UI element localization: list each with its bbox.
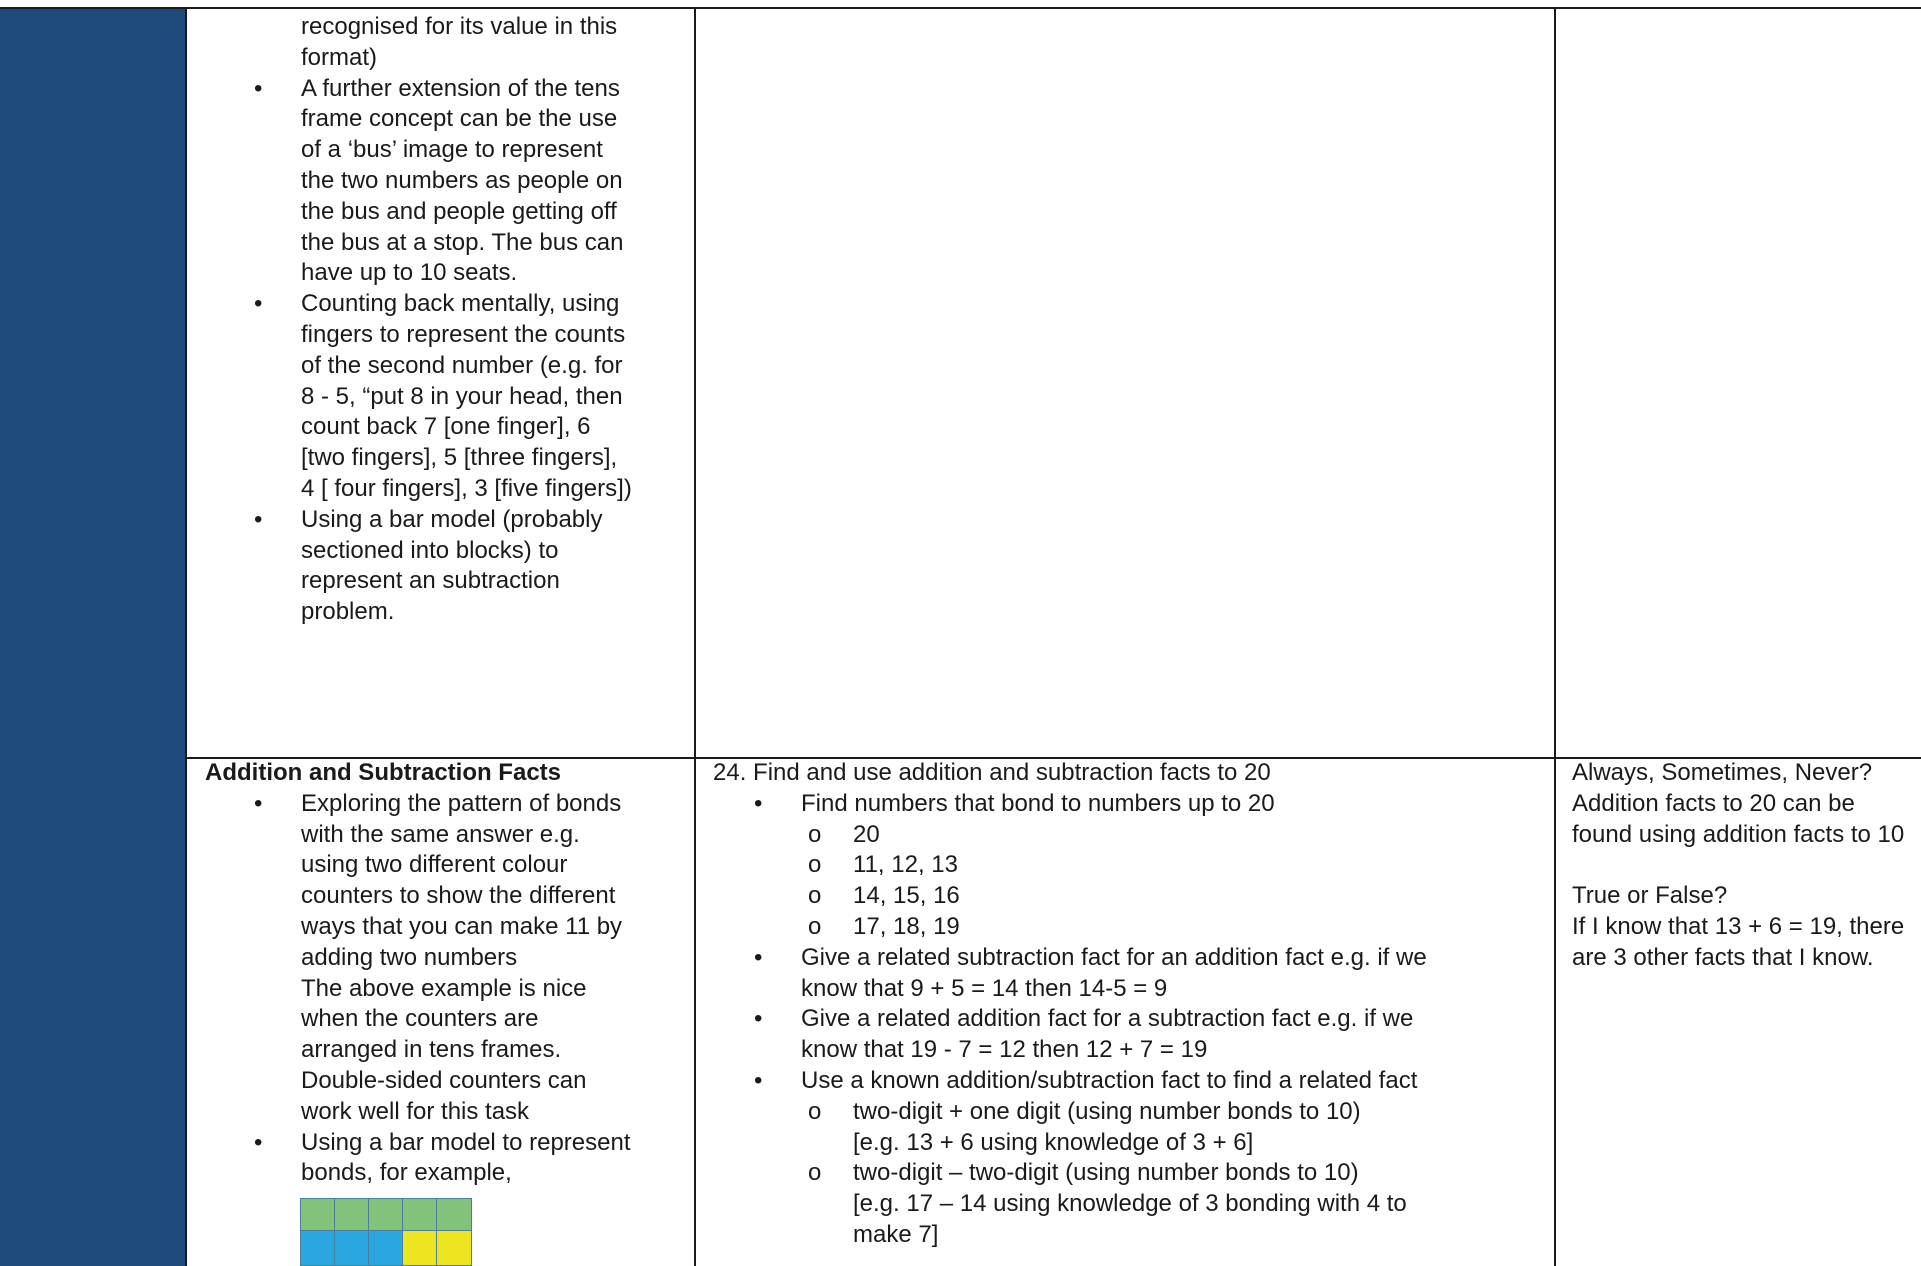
text-line: know that 19 - 7 = 12 then 12 + 7 = 19: [801, 1036, 1208, 1064]
text-line: [two fingers], 5 [three fingers],: [301, 444, 618, 472]
bullet-item: • Use a known addition/subtraction fact to find a related fact: [705, 1066, 1550, 1097]
bullet-item: • Counting back mentally, using: [205, 289, 690, 320]
reasoning-cell: [1572, 758, 1917, 974]
bullet-item: • Using a bar model to represent: [205, 1128, 690, 1159]
bar-model-block-blue: [300, 1230, 336, 1266]
bar-model-image: [300, 1198, 472, 1266]
sub-bullet-item: o 20: [705, 820, 1550, 851]
column-divider: [694, 7, 696, 1266]
text-line: using two different colour: [301, 851, 568, 879]
bullet-item: • Using a bar model (probably: [205, 505, 690, 536]
text-line: have up to 10 seats.: [301, 259, 518, 287]
bar-model-block-blue: [334, 1230, 370, 1266]
facts-strategies-cell: [205, 758, 690, 1189]
text-line: ways that you can make 11 by: [301, 912, 623, 940]
bar-model-block-green: [368, 1198, 404, 1232]
bullet-item: • Find numbers that bond to numbers up to 20: [705, 789, 1550, 820]
sub-bullet-item: o 11, 12, 13: [705, 850, 1550, 881]
text-line: work well for this task: [301, 1097, 530, 1125]
text-line: [e.g. 17 – 14 using knowledge of 3 bonding with 4 to: [853, 1190, 1407, 1218]
text-line: found using addition facts to 10: [1572, 820, 1905, 848]
text-line: know that 9 + 5 = 14 then 14-5 = 9: [801, 974, 1168, 1002]
text-line: format): [301, 43, 378, 71]
text-line: True or False?: [1572, 882, 1728, 910]
side-band: [0, 8, 185, 1266]
text-line: Double-sided counters can: [301, 1066, 587, 1094]
text-line: Always, Sometimes, Never?: [1572, 759, 1873, 786]
text-line: bonds, for example,: [301, 1159, 512, 1187]
text-line: sectioned into blocks) to: [301, 536, 559, 564]
text-line: The above example is nice: [301, 974, 587, 1002]
objective-cell: [705, 758, 1550, 1251]
text-line: counters to show the different: [301, 882, 616, 910]
bullet-item: • Give a related subtraction fact for an addition fact e.g. if we: [705, 943, 1550, 974]
text-line: with the same answer e.g.: [301, 820, 580, 848]
bullet-item: • Exploring the pattern of bonds: [205, 789, 690, 820]
bullet-item: • A further extension of the tens: [205, 74, 690, 105]
text-line: If I know that 13 + 6 = 19, there: [1572, 912, 1905, 940]
sub-bullet-item: o two-digit – two-digit (using number bonds to 10): [705, 1158, 1550, 1189]
text-line: frame concept can be the use: [301, 105, 618, 133]
text-line: adding two numbers: [301, 943, 518, 971]
text-line: the bus and people getting off: [301, 197, 617, 225]
bar-model-block-green: [334, 1198, 370, 1232]
strategies-cell-continued: [205, 12, 690, 628]
text-line: fingers to represent the counts: [301, 320, 626, 348]
sub-bullet-item: o 14, 15, 16: [705, 881, 1550, 912]
text-line: count back 7 [one finger], 6: [301, 413, 591, 441]
blank-line: [1572, 850, 1917, 881]
text-line: of the second number (e.g. for: [301, 351, 623, 379]
text-line: arranged in tens frames.: [301, 1036, 562, 1064]
section-heading: Addition and Subtraction Facts: [205, 759, 562, 786]
text-line: make 7]: [853, 1220, 939, 1248]
top-border: [0, 7, 1921, 9]
text-line: represent an subtraction: [301, 567, 560, 595]
text-line: when the counters are: [301, 1005, 539, 1033]
objective-title: 24. Find and use addition and subtraction facts to 20: [713, 759, 1271, 786]
column-divider: [185, 7, 187, 1266]
text-line: Addition facts to 20 can be: [1572, 789, 1855, 817]
text-line: 8 - 5, “put 8 in your head, then: [301, 382, 623, 410]
text-line: problem.: [301, 598, 395, 626]
column-divider: [1554, 7, 1556, 1266]
text-line: recognised for its value in this: [301, 13, 618, 40]
text-line: [e.g. 13 + 6 using knowledge of 3 + 6]: [853, 1128, 1254, 1156]
text-line: of a ‘bus’ image to represent: [301, 136, 603, 164]
sub-bullet-item: o 17, 18, 19: [705, 912, 1550, 943]
sub-bullet-item: o two-digit + one digit (using number bonds to 10): [705, 1097, 1550, 1128]
bar-model-block-yellow: [402, 1230, 438, 1266]
bar-model-block-green: [436, 1198, 472, 1232]
text-line: the bus at a stop. The bus can: [301, 228, 624, 256]
bullet-item: • Give a related addition fact for a subtraction fact e.g. if we: [705, 1004, 1550, 1035]
bar-model-block-green: [300, 1198, 336, 1232]
bar-model-block-green: [402, 1198, 438, 1232]
text-line: are 3 other facts that I know.: [1572, 943, 1874, 971]
text-line: the two numbers as people on: [301, 166, 623, 194]
bar-model-block-blue: [368, 1230, 404, 1266]
bar-model-block-yellow: [436, 1230, 472, 1266]
text-line: 4 [ four fingers], 3 [five fingers]): [301, 474, 632, 502]
